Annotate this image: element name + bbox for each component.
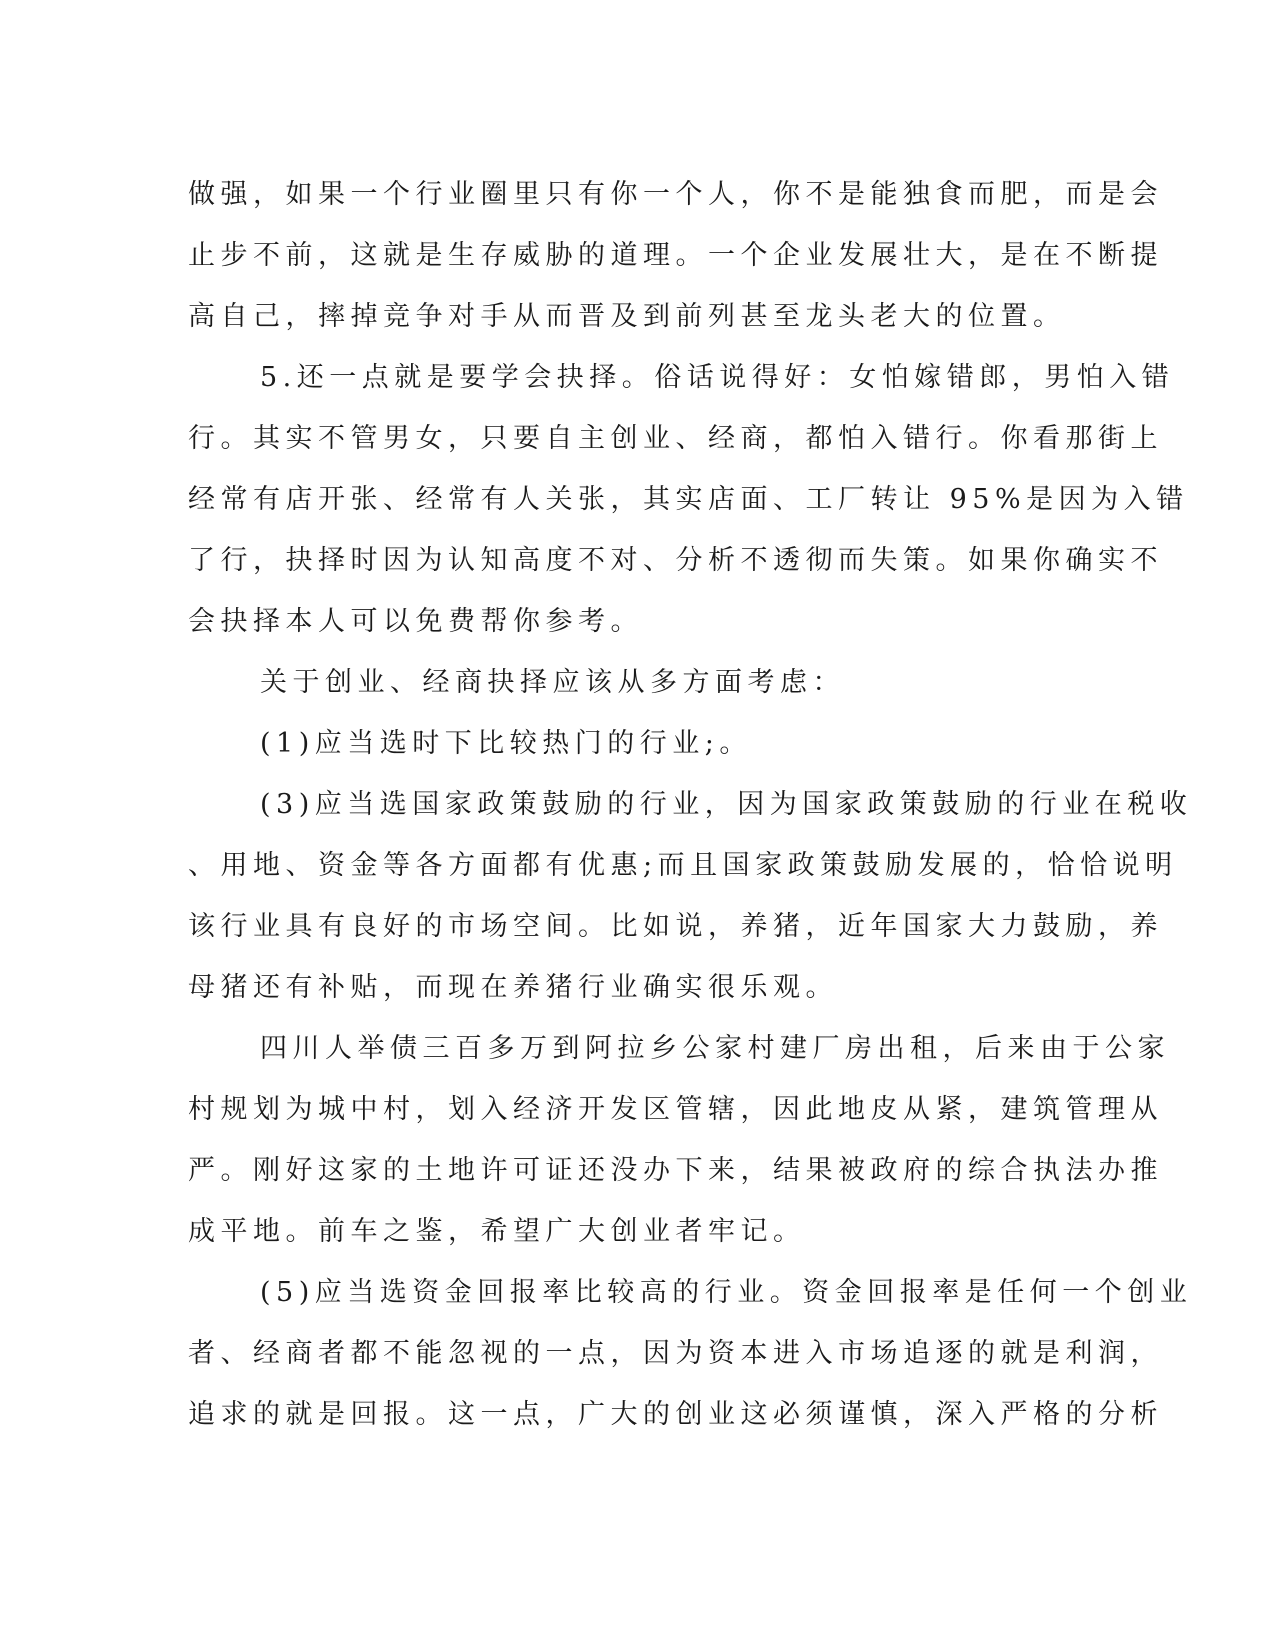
text-line: 成平地。前车之鉴，希望广大创业者牢记。 — [188, 1216, 806, 1247]
body-text — [188, 164, 1193, 1445]
text-line: 做强，如果一个行业圈里只有你一个人，你不是能独食而肥，而是会 — [188, 179, 1163, 210]
text-line: 者、经商者都不能忽视的一点，因为资本进入市场追逐的就是利润， — [188, 1338, 1163, 1369]
text-line: 行。其实不管男女，只要自主创业、经商，都怕入错行。你看那街上 — [188, 423, 1163, 454]
text-line: (1)应当选时下比较热门的行业;。 — [260, 728, 752, 759]
text-line: 了行，抉择时因为认知高度不对、分析不透彻而失策。如果你确实不 — [188, 545, 1163, 576]
text-line: 四川人举债三百多万到阿拉乡公家村建厂房出租，后来由于公家 — [260, 1033, 1170, 1064]
text-line: 会抉择本人可以免费帮你参考。 — [188, 606, 643, 637]
text-line: (5)应当选资金回报率比较高的行业。资金回报率是任何一个创业 — [260, 1277, 1193, 1308]
text-line: 止步不前，这就是生存威胁的道理。一个企业发展壮大，是在不断提 — [188, 240, 1163, 271]
text-line: 严。刚好这家的土地许可证还没办下来，结果被政府的综合执法办推 — [188, 1155, 1163, 1186]
text-line: (3)应当选国家政策鼓励的行业，因为国家政策鼓励的行业在税收 — [260, 789, 1193, 820]
text-line: 村规划为城中村，划入经济开发区管辖，因此地皮从紧，建筑管理从 — [188, 1094, 1163, 1125]
text-line: 母猪还有补贴，而现在养猪行业确实很乐观。 — [188, 972, 838, 1003]
text-line: 、用地、资金等各方面都有优惠;而且国家政策鼓励发展的，恰恰说明 — [188, 850, 1178, 881]
text-line: 高自己，摔掉竞争对手从而晋及到前列甚至龙头老大的位置。 — [188, 301, 1066, 332]
text-line: 该行业具有良好的市场空间。比如说，养猪，近年国家大力鼓励，养 — [188, 911, 1163, 942]
text-line: 关于创业、经商抉择应该从多方面考虑： — [260, 667, 845, 698]
text-line: 5.还一点就是要学会抉择。俗话说得好：女怕嫁错郎，男怕入错 — [260, 362, 1175, 393]
text-line: 经常有店开张、经常有人关张，其实店面、工厂转让 95%是因为入错 — [188, 484, 1189, 515]
text-line: 追求的就是回报。这一点，广大的创业这必须谨慎，深入严格的分析 — [188, 1399, 1163, 1430]
